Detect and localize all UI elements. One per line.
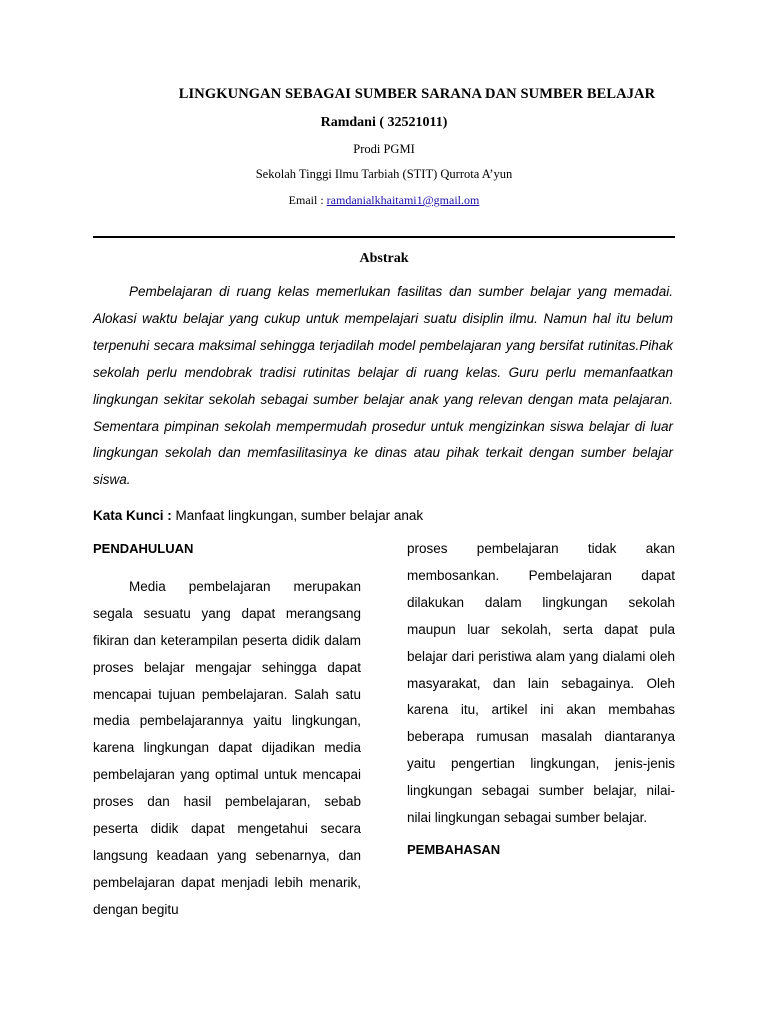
institution-name: Sekolah Tinggi Ilmu Tarbiah (STIT) Qurrota A’yun — [255, 167, 513, 181]
email-line — [0, 193, 768, 208]
study-program: Prodi PGMI — [353, 142, 415, 156]
intro-paragraph-continued: proses pembelajaran tidak akan membosankan. Pembelajaran dapat dilakukan dalam lingkungan sekolah maupun luar sekolah, serta dapat pula belajar dari peristiwa alam yang dialami oleh masyarakat, dan lain sebagainya. Oleh karena itu, artikel ini akan membahas beberapa rumusan masalah diantaranya yaitu pengertian lingkungan, jenis-jenis lingkungan sebagai sumber belajar, nilai-nilai lingkungan sebagai sumber belajar. — [407, 541, 675, 826]
left-column — [93, 536, 361, 924]
keywords-line — [93, 508, 673, 523]
section-heading-pembahasan: PEMBAHASAN — [407, 841, 501, 857]
author-name: Ramdani ( 32521011) — [320, 115, 448, 130]
abstract-heading: Abstrak — [359, 251, 409, 266]
keywords-value: Manfaat lingkungan, sumber belajar anak — [171, 508, 424, 523]
email-link[interactable]: ramdanialkhaitami1@gmail.om — [326, 193, 480, 207]
intro-paragraph: Media pembelajaran merupakan segala sesuatu yang dapat merangsang fikiran dan keterampilan peserta didik dalam proses belajar mengajar sehingga dapat mencapai tujuan pembelajaran. Salah satu media pembelajarannya yaitu lingkungan, karena lingkungan dapat dijadikan media pembelajaran yang optimal untuk mencapai proses dan hasil pembelajaran, sebab peserta didik dapat mengetahui secara langsung keadaan yang sebenarnya, dan pembelajaran dapat menjadi lebih menarik, dengan begitu — [93, 578, 361, 917]
right-column — [407, 536, 675, 864]
paper-title: LINGKUNGAN SEBAGAI SUMBER SARANA DAN SUMBER BELAJAR — [178, 86, 656, 102]
section-heading-pendahuluan: PENDAHULUAN — [93, 541, 194, 556]
abstract-text: Pembelajaran di ruang kelas memerlukan fasilitas dan sumber belajar yang memadai. Alokasi waktu belajar yang cukup untuk mempelajari suatu disiplin ilmu. Namun hal itu belum terpenuhi secara maksimal sehingga terjadilah model pembelajaran yang bersifat rutinitas.Pihak sekolah perlu mendobrak tradisi rutinitas belajar di ruang kelas. Guru perlu memanfaatkan lingkungan sekitar sekolah sebagai sumber belajar anak yang relevan dengan mata pelajaran. Sementara pimpinan sekolah mempermudah prosedur untuk mengizinkan siswa belajar di luar lingkungan sekolah dan memfasilitasinya ke dinas atau pihak terkait dengan sumber belajar siswa. — [93, 284, 673, 488]
keywords-label: Kata Kunci : — [93, 508, 172, 523]
header-divider — [93, 236, 675, 238]
email-label: Email : — [288, 193, 327, 207]
